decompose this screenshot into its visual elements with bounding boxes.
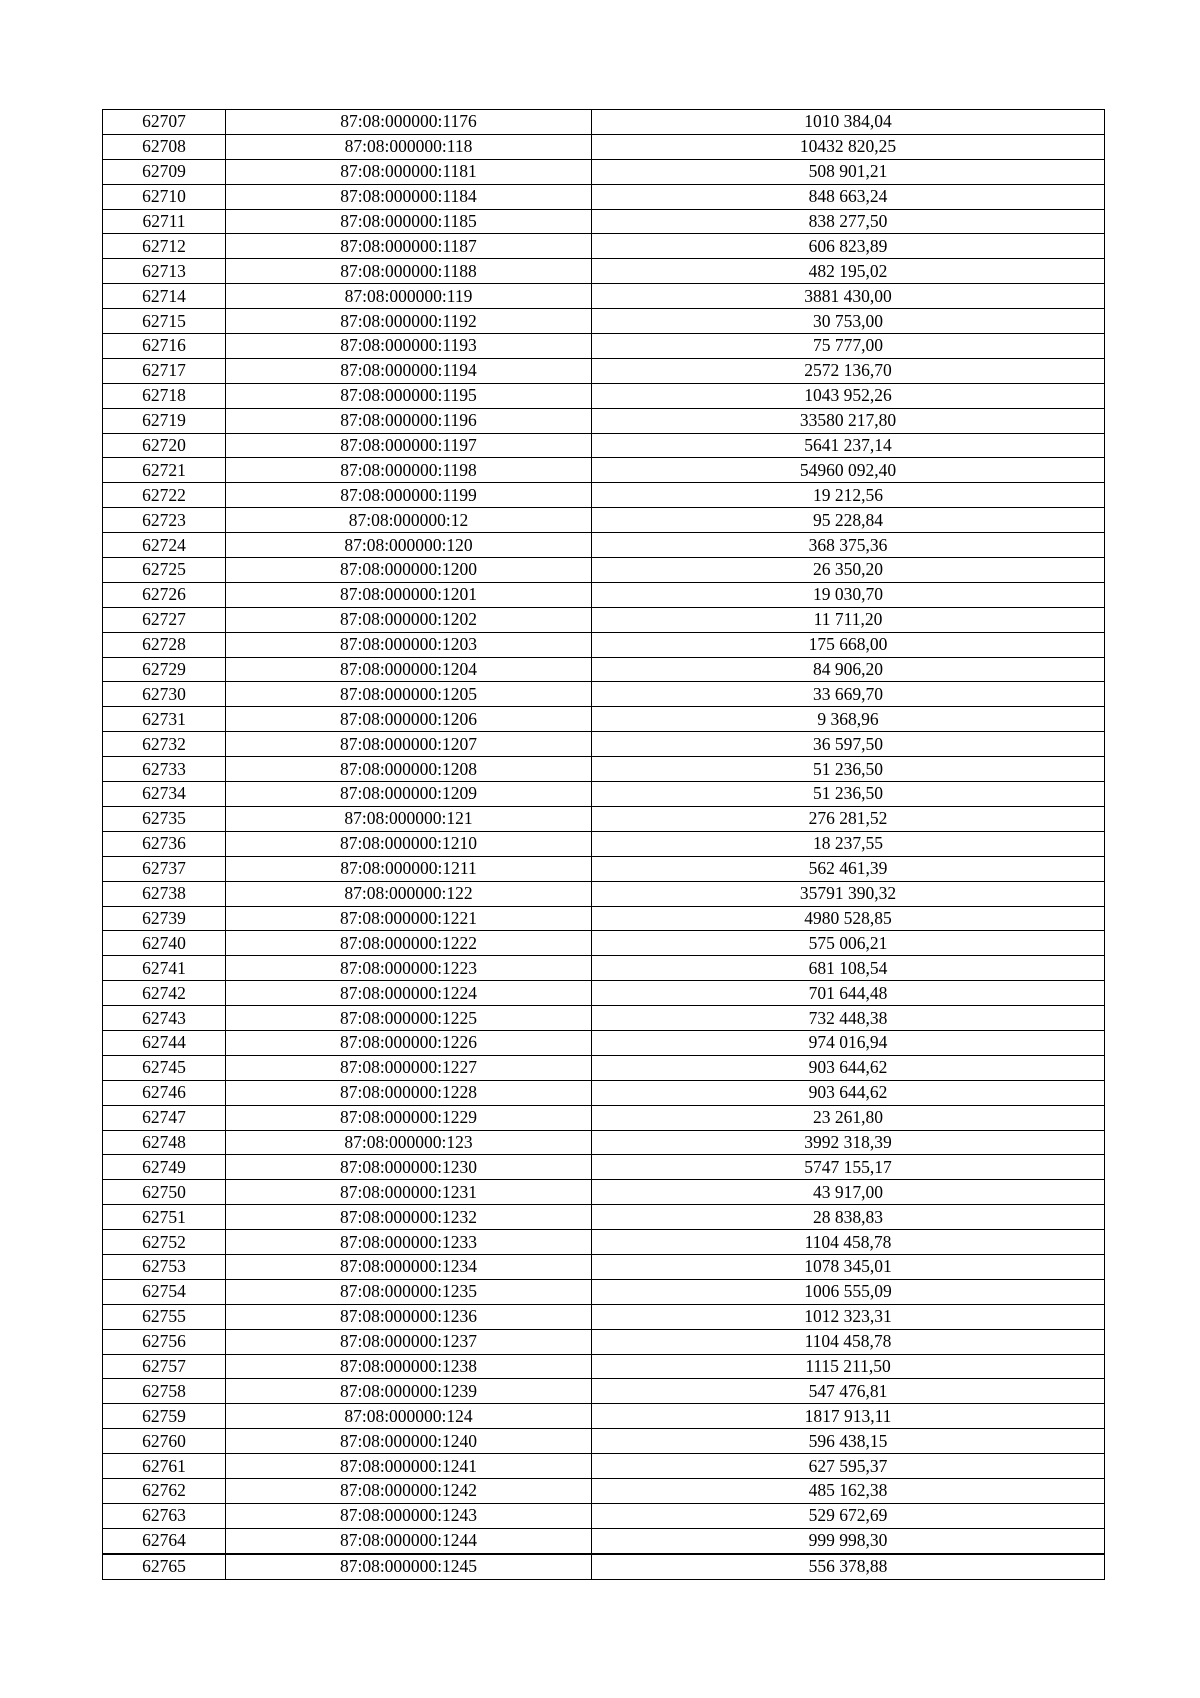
- row-number-cell: 62714: [103, 284, 226, 309]
- row-number-cell: 62716: [103, 334, 226, 359]
- cadastral-number-cell: 87:08:000000:1205: [226, 682, 592, 707]
- cadastral-value-cell: 368 375,36: [592, 533, 1105, 558]
- cadastral-value-cell: 36 597,50: [592, 732, 1105, 757]
- row-number-cell: 62764: [103, 1528, 226, 1553]
- table-row: [103, 209, 1105, 234]
- cadastral-number-cell: 87:08:000000:1192: [226, 309, 592, 334]
- row-number-cell: 62719: [103, 408, 226, 433]
- cadastral-number-cell: 87:08:000000:1231: [226, 1180, 592, 1205]
- cadastral-value-cell: 838 277,50: [592, 209, 1105, 234]
- table-row: [103, 358, 1105, 383]
- cadastral-number-cell: 87:08:000000:1224: [226, 981, 592, 1006]
- cadastral-number-cell: 87:08:000000:1233: [226, 1230, 592, 1255]
- cadastral-number-cell: 87:08:000000:12: [226, 508, 592, 533]
- row-number-cell: 62733: [103, 757, 226, 782]
- row-number-cell: 62755: [103, 1304, 226, 1329]
- table-row: [103, 1454, 1105, 1479]
- cadastral-number-cell: 87:08:000000:1204: [226, 657, 592, 682]
- cadastral-value-cell: 175 668,00: [592, 632, 1105, 657]
- table-row: [103, 1429, 1105, 1454]
- row-number-cell: 62738: [103, 881, 226, 906]
- row-number-cell: 62760: [103, 1429, 226, 1454]
- cadastral-value-cell: 28 838,83: [592, 1205, 1105, 1230]
- row-number-cell: 62757: [103, 1354, 226, 1379]
- row-number-cell: 62742: [103, 981, 226, 1006]
- table-row: [103, 1080, 1105, 1105]
- cadastral-number-cell: 87:08:000000:1210: [226, 831, 592, 856]
- table-row: [103, 956, 1105, 981]
- cadastral-value-cell: 1104 458,78: [592, 1329, 1105, 1354]
- row-number-cell: 62712: [103, 234, 226, 259]
- table-row: [103, 433, 1105, 458]
- table-row: [103, 259, 1105, 284]
- cadastral-value-cell: 627 595,37: [592, 1454, 1105, 1479]
- table-row: [103, 1055, 1105, 1080]
- cadastral-number-cell: 87:08:000000:1234: [226, 1254, 592, 1279]
- cadastral-value-cell: 556 378,88: [592, 1554, 1105, 1579]
- cadastral-number-cell: 87:08:000000:1208: [226, 757, 592, 782]
- cadastral-number-cell: 87:08:000000:1236: [226, 1304, 592, 1329]
- table-row: [103, 1279, 1105, 1304]
- table-row: [103, 1205, 1105, 1230]
- row-number-cell: 62735: [103, 806, 226, 831]
- table-row: [103, 881, 1105, 906]
- table-row: [103, 1254, 1105, 1279]
- cadastral-value-cell: 1010 384,04: [592, 110, 1105, 135]
- cadastral-value-cell: 30 753,00: [592, 309, 1105, 334]
- cadastral-value-cell: 3992 318,39: [592, 1130, 1105, 1155]
- row-number-cell: 62710: [103, 184, 226, 209]
- cadastral-value-cell: 75 777,00: [592, 334, 1105, 359]
- row-number-cell: 62707: [103, 110, 226, 135]
- cadastral-value-cell: 575 006,21: [592, 931, 1105, 956]
- row-number-cell: 62726: [103, 582, 226, 607]
- table-row: [103, 1528, 1105, 1553]
- cadastral-value-cell: 35791 390,32: [592, 881, 1105, 906]
- cadastral-number-cell: 87:08:000000:1176: [226, 110, 592, 135]
- cadastral-number-cell: 87:08:000000:1201: [226, 582, 592, 607]
- cadastral-number-cell: 87:08:000000:1230: [226, 1155, 592, 1180]
- cadastral-number-cell: 87:08:000000:1203: [226, 632, 592, 657]
- row-number-cell: 62709: [103, 159, 226, 184]
- cadastral-value-cell: 2572 136,70: [592, 358, 1105, 383]
- table-row: [103, 657, 1105, 682]
- table-row: [103, 632, 1105, 657]
- cadastral-number-cell: 87:08:000000:1193: [226, 334, 592, 359]
- cadastral-value-cell: 11 711,20: [592, 607, 1105, 632]
- cadastral-value-cell: 9 368,96: [592, 707, 1105, 732]
- cadastral-value-cell: 23 261,80: [592, 1105, 1105, 1130]
- cadastral-value-cell: 18 237,55: [592, 831, 1105, 856]
- cadastral-number-cell: 87:08:000000:1245: [226, 1554, 592, 1579]
- table-row: [103, 757, 1105, 782]
- table-row: [103, 1304, 1105, 1329]
- row-number-cell: 62747: [103, 1105, 226, 1130]
- row-number-cell: 62722: [103, 483, 226, 508]
- row-number-cell: 62732: [103, 732, 226, 757]
- table-row: [103, 483, 1105, 508]
- row-number-cell: 62717: [103, 358, 226, 383]
- table-row: [103, 408, 1105, 433]
- cadastral-value-cell: 1817 913,11: [592, 1404, 1105, 1429]
- cadastral-value-cell: 508 901,21: [592, 159, 1105, 184]
- cadastral-value-cell: 1115 211,50: [592, 1354, 1105, 1379]
- table-row: [103, 582, 1105, 607]
- table-row: [103, 906, 1105, 931]
- cadastral-number-cell: 87:08:000000:1197: [226, 433, 592, 458]
- row-number-cell: 62741: [103, 956, 226, 981]
- cadastral-value-cell: 43 917,00: [592, 1180, 1105, 1205]
- table-body: [103, 110, 1105, 1580]
- table-row: [103, 1006, 1105, 1031]
- table-row: [103, 707, 1105, 732]
- row-number-cell: 62746: [103, 1080, 226, 1105]
- row-number-cell: 62759: [103, 1404, 226, 1429]
- cadastral-number-cell: 87:08:000000:1232: [226, 1205, 592, 1230]
- cadastral-number-cell: 87:08:000000:1200: [226, 558, 592, 583]
- row-number-cell: 62753: [103, 1254, 226, 1279]
- row-number-cell: 62752: [103, 1230, 226, 1255]
- table-row: [103, 931, 1105, 956]
- cadastral-number-cell: 87:08:000000:1184: [226, 184, 592, 209]
- cadastral-number-cell: 87:08:000000:121: [226, 806, 592, 831]
- cadastral-value-cell: 54960 092,40: [592, 458, 1105, 483]
- cadastral-number-cell: 87:08:000000:1223: [226, 956, 592, 981]
- cadastral-value-cell: 33 669,70: [592, 682, 1105, 707]
- row-number-cell: 62723: [103, 508, 226, 533]
- cadastral-number-cell: 87:08:000000:1240: [226, 1429, 592, 1454]
- cadastral-value-cell: 10432 820,25: [592, 134, 1105, 159]
- cadastral-value-cell: 999 998,30: [592, 1528, 1105, 1553]
- cadastral-value-cell: 19 212,56: [592, 483, 1105, 508]
- cadastral-value-cell: 1012 323,31: [592, 1304, 1105, 1329]
- table-row: [103, 334, 1105, 359]
- table-row: [103, 110, 1105, 135]
- cadastral-value-cell: 33580 217,80: [592, 408, 1105, 433]
- cadastral-value-cell: 903 644,62: [592, 1080, 1105, 1105]
- table-row: [103, 309, 1105, 334]
- cadastral-number-cell: 87:08:000000:1211: [226, 856, 592, 881]
- cadastral-value-cell: 276 281,52: [592, 806, 1105, 831]
- cadastral-number-cell: 87:08:000000:1239: [226, 1379, 592, 1404]
- cadastral-number-cell: 87:08:000000:1225: [226, 1006, 592, 1031]
- cadastral-value-cell: 701 644,48: [592, 981, 1105, 1006]
- cadastral-value-cell: 1006 555,09: [592, 1279, 1105, 1304]
- table-row: [103, 1105, 1105, 1130]
- row-number-cell: 62725: [103, 558, 226, 583]
- table-row: [103, 856, 1105, 881]
- row-number-cell: 62751: [103, 1205, 226, 1230]
- cadastral-number-cell: 87:08:000000:122: [226, 881, 592, 906]
- table-row: [103, 184, 1105, 209]
- row-number-cell: 62761: [103, 1454, 226, 1479]
- row-number-cell: 62758: [103, 1379, 226, 1404]
- table-row: [103, 1180, 1105, 1205]
- row-number-cell: 62745: [103, 1055, 226, 1080]
- row-number-cell: 62730: [103, 682, 226, 707]
- cadastral-number-cell: 87:08:000000:1207: [226, 732, 592, 757]
- cadastral-value-cell: 51 236,50: [592, 782, 1105, 807]
- cadastral-number-cell: 87:08:000000:1195: [226, 383, 592, 408]
- row-number-cell: 62756: [103, 1329, 226, 1354]
- cadastral-value-cell: 84 906,20: [592, 657, 1105, 682]
- table-row: [103, 732, 1105, 757]
- row-number-cell: 62744: [103, 1030, 226, 1055]
- cadastral-value-cell: 1078 345,01: [592, 1254, 1105, 1279]
- row-number-cell: 62721: [103, 458, 226, 483]
- cadastral-number-cell: 87:08:000000:1196: [226, 408, 592, 433]
- cadastral-number-cell: 87:08:000000:123: [226, 1130, 592, 1155]
- table-row: [103, 1379, 1105, 1404]
- table-row: [103, 682, 1105, 707]
- cadastral-number-cell: 87:08:000000:118: [226, 134, 592, 159]
- table-row: [103, 234, 1105, 259]
- table-row: [103, 806, 1105, 831]
- table-row: [103, 1030, 1105, 1055]
- row-number-cell: 62754: [103, 1279, 226, 1304]
- table-row: [103, 607, 1105, 632]
- cadastral-value-cell: 732 448,38: [592, 1006, 1105, 1031]
- cadastral-value-cell: 1043 952,26: [592, 383, 1105, 408]
- row-number-cell: 62720: [103, 433, 226, 458]
- cadastral-number-cell: 87:08:000000:1221: [226, 906, 592, 931]
- cadastral-value-cell: 482 195,02: [592, 259, 1105, 284]
- row-number-cell: 62749: [103, 1155, 226, 1180]
- row-number-cell: 62740: [103, 931, 226, 956]
- row-number-cell: 62708: [103, 134, 226, 159]
- cadastral-number-cell: 87:08:000000:1202: [226, 607, 592, 632]
- cadastral-value-cell: 485 162,38: [592, 1478, 1105, 1503]
- cadastral-number-cell: 87:08:000000:120: [226, 533, 592, 558]
- cadastral-number-cell: 87:08:000000:1229: [226, 1105, 592, 1130]
- row-number-cell: 62765: [103, 1554, 226, 1579]
- table-row: [103, 533, 1105, 558]
- cadastral-number-cell: 87:08:000000:1209: [226, 782, 592, 807]
- table-row: [103, 383, 1105, 408]
- cadastral-number-cell: 87:08:000000:1181: [226, 159, 592, 184]
- cadastral-number-cell: 87:08:000000:1198: [226, 458, 592, 483]
- cadastral-number-cell: 87:08:000000:1187: [226, 234, 592, 259]
- cadastral-number-cell: 87:08:000000:1194: [226, 358, 592, 383]
- cadastral-number-cell: 87:08:000000:1244: [226, 1528, 592, 1553]
- row-number-cell: 62748: [103, 1130, 226, 1155]
- cadastral-number-cell: 87:08:000000:1188: [226, 259, 592, 284]
- cadastral-number-cell: 87:08:000000:1238: [226, 1354, 592, 1379]
- cadastral-number-cell: 87:08:000000:119: [226, 284, 592, 309]
- cadastral-number-cell: 87:08:000000:1227: [226, 1055, 592, 1080]
- table-row: [103, 1230, 1105, 1255]
- table-row: [103, 782, 1105, 807]
- cadastral-value-cell: 19 030,70: [592, 582, 1105, 607]
- cadastral-value-cell: 596 438,15: [592, 1429, 1105, 1454]
- row-number-cell: 62734: [103, 782, 226, 807]
- cadastral-value-cell: 1104 458,78: [592, 1230, 1105, 1255]
- table-row: [103, 1155, 1105, 1180]
- row-number-cell: 62713: [103, 259, 226, 284]
- table-row: [103, 1478, 1105, 1503]
- table-row: [103, 134, 1105, 159]
- table-row: [103, 508, 1105, 533]
- cadastral-value-cell: 5747 155,17: [592, 1155, 1105, 1180]
- cadastral-value-cell: 51 236,50: [592, 757, 1105, 782]
- cadastral-number-cell: 87:08:000000:1228: [226, 1080, 592, 1105]
- cadastral-number-cell: 87:08:000000:1242: [226, 1478, 592, 1503]
- cadastral-value-cell: 529 672,69: [592, 1503, 1105, 1528]
- table-row: [103, 1130, 1105, 1155]
- cadastral-value-table: [102, 109, 1105, 1580]
- cadastral-value-cell: 5641 237,14: [592, 433, 1105, 458]
- cadastral-value-cell: 681 108,54: [592, 956, 1105, 981]
- cadastral-value-cell: 26 350,20: [592, 558, 1105, 583]
- table-row: [103, 1404, 1105, 1429]
- cadastral-number-cell: 87:08:000000:1241: [226, 1454, 592, 1479]
- row-number-cell: 62750: [103, 1180, 226, 1205]
- row-number-cell: 62729: [103, 657, 226, 682]
- table-row: [103, 1354, 1105, 1379]
- row-number-cell: 62737: [103, 856, 226, 881]
- table-row: [103, 1329, 1105, 1354]
- row-number-cell: 62736: [103, 831, 226, 856]
- table-row: [103, 1554, 1105, 1579]
- cadastral-number-cell: 87:08:000000:1185: [226, 209, 592, 234]
- cadastral-number-cell: 87:08:000000:1199: [226, 483, 592, 508]
- cadastral-number-cell: 87:08:000000:1237: [226, 1329, 592, 1354]
- cadastral-number-cell: 87:08:000000:1206: [226, 707, 592, 732]
- table-row: [103, 831, 1105, 856]
- row-number-cell: 62711: [103, 209, 226, 234]
- cadastral-number-cell: 87:08:000000:1222: [226, 931, 592, 956]
- table-row: [103, 458, 1105, 483]
- row-number-cell: 62731: [103, 707, 226, 732]
- row-number-cell: 62718: [103, 383, 226, 408]
- row-number-cell: 62727: [103, 607, 226, 632]
- row-number-cell: 62762: [103, 1478, 226, 1503]
- cadastral-value-cell: 4980 528,85: [592, 906, 1105, 931]
- table-row: [103, 159, 1105, 184]
- row-number-cell: 62728: [103, 632, 226, 657]
- cadastral-value-cell: 903 644,62: [592, 1055, 1105, 1080]
- table-row: [103, 981, 1105, 1006]
- cadastral-value-cell: 606 823,89: [592, 234, 1105, 259]
- row-number-cell: 62724: [103, 533, 226, 558]
- table-row: [103, 1503, 1105, 1528]
- cadastral-number-cell: 87:08:000000:124: [226, 1404, 592, 1429]
- cadastral-number-cell: 87:08:000000:1226: [226, 1030, 592, 1055]
- cadastral-value-cell: 547 476,81: [592, 1379, 1105, 1404]
- table-row: [103, 558, 1105, 583]
- row-number-cell: 62739: [103, 906, 226, 931]
- cadastral-value-cell: 562 461,39: [592, 856, 1105, 881]
- table-row: [103, 284, 1105, 309]
- row-number-cell: 62763: [103, 1503, 226, 1528]
- cadastral-value-cell: 3881 430,00: [592, 284, 1105, 309]
- row-number-cell: 62743: [103, 1006, 226, 1031]
- cadastral-value-cell: 95 228,84: [592, 508, 1105, 533]
- cadastral-number-cell: 87:08:000000:1243: [226, 1503, 592, 1528]
- cadastral-value-cell: 974 016,94: [592, 1030, 1105, 1055]
- cadastral-number-cell: 87:08:000000:1235: [226, 1279, 592, 1304]
- row-number-cell: 62715: [103, 309, 226, 334]
- cadastral-value-cell: 848 663,24: [592, 184, 1105, 209]
